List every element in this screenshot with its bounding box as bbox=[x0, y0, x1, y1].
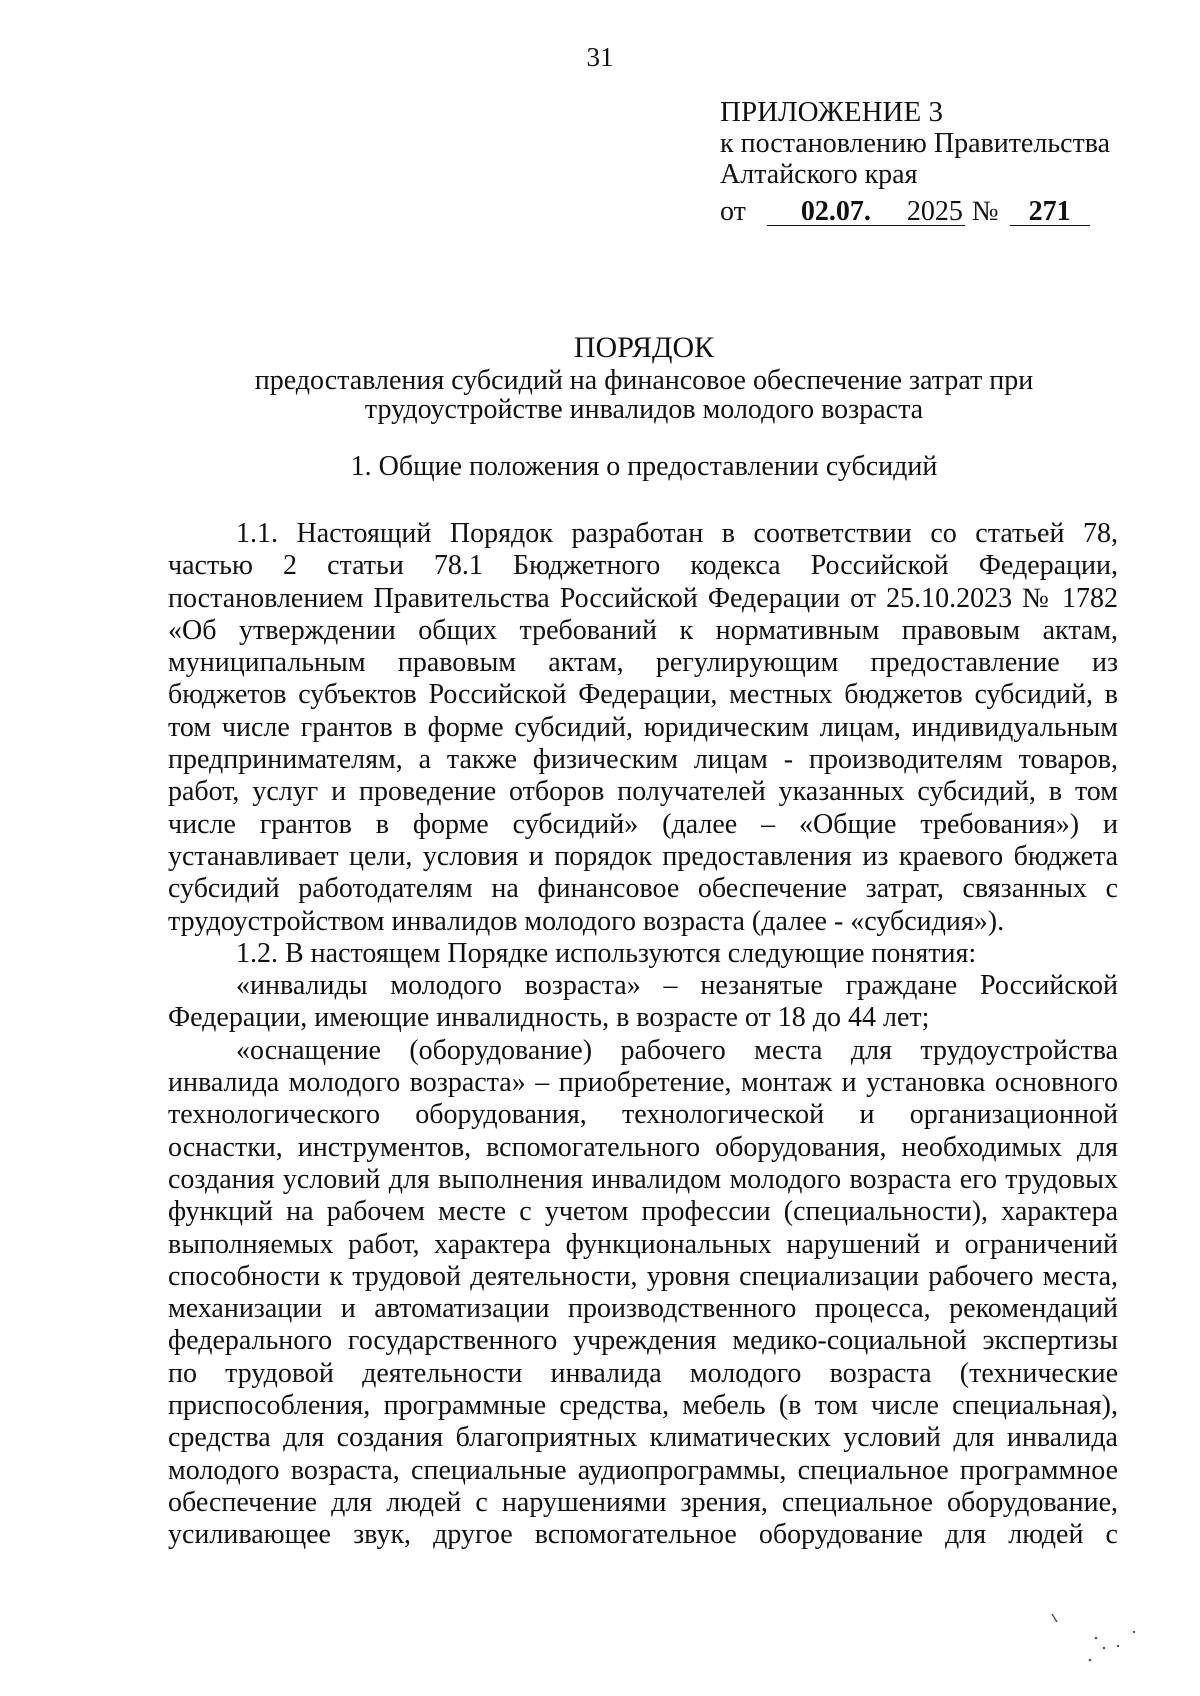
body-line: способности к трудовой деятельности, уровня специализации рабочего места, bbox=[168, 1260, 1118, 1292]
appendix-block bbox=[720, 97, 1160, 227]
body-line: средства для создания благоприятных климатических условий для инвалида bbox=[168, 1422, 1118, 1454]
body-line: усиливающее звук, другое вспомогательное оборудование для людей с bbox=[168, 1519, 1118, 1551]
body-line: обеспечение для людей с нарушениями зрения, специальное оборудование, bbox=[168, 1486, 1118, 1518]
document-subtitle-line-2: трудоустройстве инвалидов молодого возраста bbox=[364, 394, 924, 425]
body-line: приспособления, программные средства, мебель (в том числе специальная), bbox=[168, 1390, 1118, 1422]
body-line: оснастки, инструментов, вспомогательного оборудования, необходимых для bbox=[168, 1131, 1118, 1163]
body-line: работ, услуг и проведение отборов получателей указанных субсидий, в том bbox=[168, 776, 1118, 808]
document-subtitle-line-1: предоставления субсидий на финансовое обеспечение затрат при bbox=[254, 365, 1034, 396]
body-line: «инвалиды молодого возраста» – незанятые граждане Российской bbox=[236, 970, 1118, 1002]
body-line: бюджетов субъектов Российской Федерации, местных бюджетов субсидий, в bbox=[168, 679, 1118, 711]
body-line: числе грантов в форме субсидий» (далее – «Общие требования») и bbox=[168, 808, 1118, 840]
appendix-title: ПРИЛОЖЕНИЕ 3 bbox=[720, 96, 943, 128]
body-line: механизации и автоматизации производственного процесса, рекомендаций bbox=[168, 1293, 1118, 1325]
body-line: «Об утверждении общих требований к нормативным правовым актам, bbox=[168, 614, 1118, 646]
page-number: 31 bbox=[586, 42, 614, 72]
body-line: инвалида молодого возраста» – приобретение, монтаж и установка основного bbox=[168, 1067, 1118, 1099]
document-title: ПОРЯДОК bbox=[573, 331, 715, 364]
body-line: федерального государственного учреждения медико-социальной экспертизы bbox=[168, 1325, 1118, 1357]
body-line: постановлением Правительства Российской Федерации от 25.10.2023 № 1782 bbox=[168, 582, 1118, 614]
body-line: муниципальным правовым актам, регулирующим предоставление из bbox=[168, 647, 1118, 679]
body-line: субсидий работодателям на финансовое обеспечение затрат, связанных с bbox=[168, 873, 1118, 905]
body-line: частью 2 статьи 78.1 Бюджетного кодекса Российской Федерации, bbox=[168, 550, 1118, 582]
number-sign: № bbox=[971, 196, 999, 227]
body-line: по трудовой деятельности инвалида молодого возраста (технические bbox=[168, 1357, 1118, 1389]
body-line: технологического оборудования, технологической и организационной bbox=[168, 1099, 1118, 1131]
decree-number: 271 bbox=[1010, 199, 1090, 226]
body-line: 1.2. В настоящем Порядке используются следующие понятия: bbox=[236, 937, 977, 969]
document-body bbox=[168, 518, 1118, 1552]
body-line: устанавливает цели, условия и порядок предоставления из краевого бюджета bbox=[168, 840, 1118, 872]
body-line: том числе грантов в форме субсидий, юридическим лицам, индивидуальным bbox=[168, 711, 1118, 743]
appendix-reference-line: к постановлению Правительства bbox=[720, 128, 1111, 159]
body-line: выполняемых работ, характера функциональных нарушений и ограничений bbox=[168, 1228, 1118, 1260]
body-line: Федерации, имеющие инвалидность, в возрасте от 18 до 44 лет; bbox=[168, 1002, 930, 1034]
year-value: 2025 bbox=[906, 196, 963, 227]
body-line: 1.1. Настоящий Порядок разработан в соответствии со статьей 78, bbox=[236, 518, 1118, 549]
scan-artifact-marks bbox=[1048, 1612, 1138, 1672]
date-value: 02.07. bbox=[767, 199, 905, 226]
body-line: функций на рабочем месте с учетом профессии (специальности), характера bbox=[168, 1196, 1118, 1228]
body-line: создания условий для выполнения инвалидом молодого возраста его трудовых bbox=[168, 1163, 1118, 1195]
body-line: «оснащение (оборудование) рабочего места для трудоустройства bbox=[236, 1034, 1118, 1066]
body-line: трудоустройством инвалидов молодого возраста (далее - «субсидия»). bbox=[168, 905, 1005, 937]
body-line: предпринимателям, а также физическим лицам - производителям товаров, bbox=[168, 744, 1118, 776]
section-heading: 1. Общие положения о предоставлении субсидий bbox=[350, 451, 938, 482]
date-prefix: от bbox=[720, 196, 746, 227]
appendix-region-line: Алтайского края bbox=[720, 159, 918, 190]
body-line: молодого возраста, специальные аудиопрограммы, специальное программное bbox=[168, 1454, 1118, 1486]
appendix-date-line bbox=[720, 196, 1160, 227]
